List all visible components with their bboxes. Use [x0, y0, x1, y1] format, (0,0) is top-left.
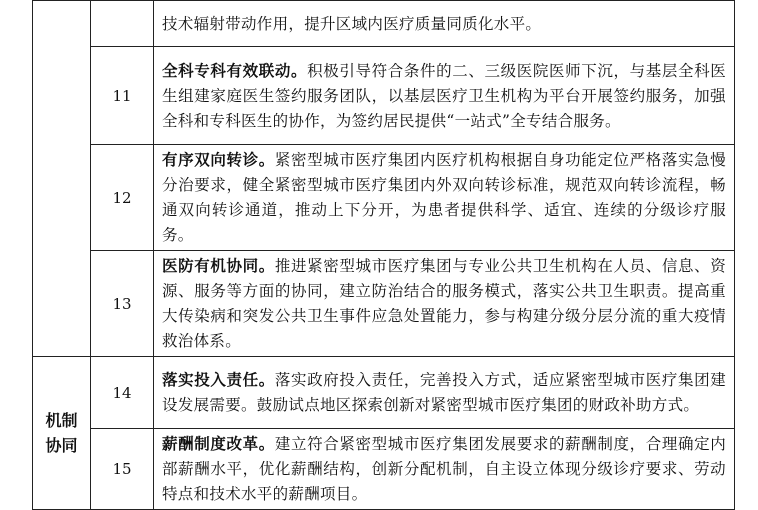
- row-number: 11: [91, 47, 154, 145]
- row-content: [154, 357, 735, 429]
- row-title: 落实投入责任。: [162, 370, 275, 389]
- row-number: 13: [91, 251, 154, 357]
- policy-table: [32, 0, 735, 510]
- category-label-line1: 机制: [45, 411, 78, 430]
- row-number: [91, 1, 154, 47]
- row-content: [154, 47, 735, 145]
- row-content: [154, 1, 735, 47]
- table-row: [33, 357, 735, 429]
- category-cell-previous: [33, 1, 91, 357]
- row-body: 紧密型城市医疗集团内医疗机构根据自身功能定位严格落实急慢分治要求，健全紧密型城市医疗集团内外双向转诊标准，规范双向转诊流程，畅通双向转诊通道，推动上下分开，为患者提供科学、适宜、连续的分级诊疗服务。: [162, 151, 726, 244]
- row-content: [154, 251, 735, 357]
- row-body: 推进紧密型城市医疗集团与专业公共卫生机构在人员、信息、资源、服务等方面的协同，建立防治结合的服务模式，落实公共卫生职责。提高重大传染病和突发公共卫生事件应急处置能力，参与构建分级分层分流的重大疫情救治体系。: [162, 257, 726, 350]
- row-body: 建立符合紧密型城市医疗集团发展要求的薪酬制度，合理确定内部薪酬水平，优化薪酬结构，创新分配机制，自主设立体现分级诊疗要求、劳动特点和技术水平的薪酬项目。: [162, 435, 726, 503]
- row-content: [154, 429, 735, 510]
- row-title: 薪酬制度改革。: [162, 434, 275, 453]
- row-body: 落实政府投入责任，完善投入方式，适应紧密型城市医疗集团建设发展需要。鼓励试点地区探索创新对紧密型城市医疗集团的财政补助方式。: [162, 371, 726, 414]
- table-row: [33, 429, 735, 510]
- table-row: [33, 47, 735, 145]
- table-row: [33, 251, 735, 357]
- row-content: [154, 145, 735, 251]
- row-number: 12: [91, 145, 154, 251]
- category-label-line2: 协同: [45, 436, 78, 455]
- row-title: 医防有机协同。: [162, 256, 275, 275]
- table-row: [33, 145, 735, 251]
- row-number: 15: [91, 429, 154, 510]
- table-row: [33, 1, 735, 47]
- category-label: [45, 408, 77, 458]
- row-body: 积极引导符合条件的二、三级医院医师下沉，与基层全科医生组建家庭医生签约服务团队，以基层医疗卫生机构为平台开展签约服务，加强全科和专科医生的协作，为签约居民提供“一站式”全专结合服务。: [162, 61, 726, 130]
- category-cell: [33, 357, 91, 510]
- row-title: 有序双向转诊。: [162, 150, 275, 169]
- row-number: 14: [91, 357, 154, 429]
- row-body: 技术辐射带动作用，提升区域内医疗质量同质化水平。: [162, 14, 542, 33]
- row-title: 全科专科有效联动。: [162, 60, 308, 80]
